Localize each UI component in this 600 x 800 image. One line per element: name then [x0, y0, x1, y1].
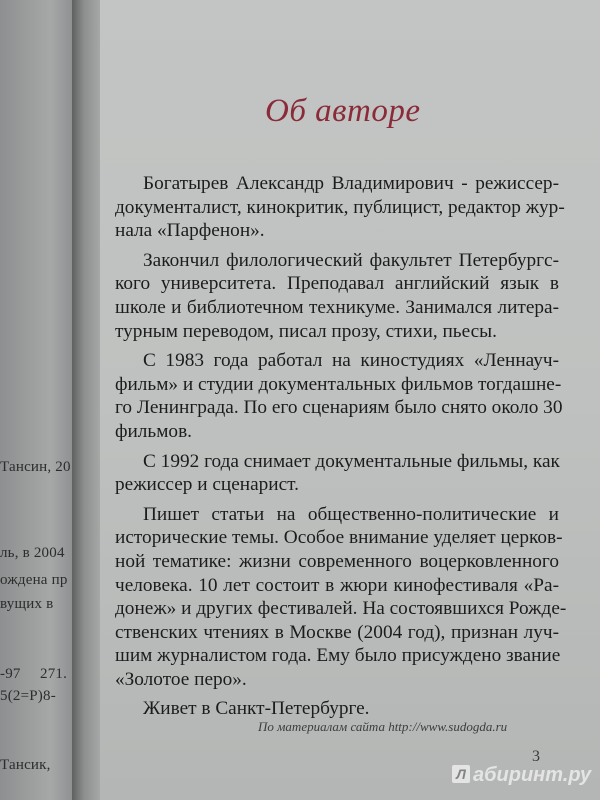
- left-page-fragment: Тансик,: [0, 757, 51, 773]
- text-line: шим журналистом года. Ему было присуждено звание: [115, 645, 561, 667]
- book-gutter: [72, 0, 102, 800]
- left-page-fragment: 271.: [40, 666, 68, 682]
- text-line: нала «Парфенон».: [115, 220, 265, 242]
- text-line: кого университета. Преподавал английский язык в: [115, 273, 559, 295]
- left-page-fragment: -97: [0, 666, 21, 682]
- left-page-fragment: Тансин, 20: [0, 459, 71, 475]
- text-line: го Ленинграда. По его сценариям было снято около 30: [115, 397, 563, 419]
- text-line: документалист, кинокритик, публицист, редактор жур-: [115, 196, 565, 218]
- text-line: турным переводом, писал прозу, стихи, пьесы.: [115, 320, 497, 342]
- text-line: Живет в Санкт-Петербурге.: [143, 698, 370, 720]
- text-line: С 1983 года работал на киностудиях «Леннауч-: [143, 350, 559, 372]
- text-line: С 1992 года снимает документальные фильмы, как: [143, 450, 560, 472]
- text-line: Богатырев Александр Владимирович - режиссер-: [143, 173, 559, 194]
- text-line: режиссер и сценарист.: [115, 474, 299, 496]
- text-line: школе и библиотечном техникуме. Занимался литера-: [115, 296, 559, 318]
- paragraph: [115, 172, 565, 243]
- left-page-fragment: 5(2=Р)8-: [0, 688, 56, 704]
- article-body: [115, 172, 567, 721]
- text-line: ственских чтениях в Москве (2004 год), признан луч-: [115, 621, 559, 643]
- paragraph: [115, 349, 563, 443]
- text-line: ной тематике: жизни современного воцерковленного: [115, 550, 559, 572]
- left-page-fragment: вущих в: [0, 596, 54, 612]
- paragraph: [115, 697, 559, 721]
- watermark: [452, 764, 591, 787]
- text-line: фильмов.: [115, 420, 192, 442]
- page-number: 3: [532, 748, 540, 765]
- text-line: Пишет статьи на общественно-политические и: [143, 503, 559, 525]
- text-line: «Золотое перо».: [115, 668, 247, 690]
- left-page: [0, 0, 72, 800]
- left-page-fragment: ождена пр: [0, 572, 68, 588]
- paragraph: [115, 249, 559, 343]
- source-note: По материалам сайта http://www.sudogda.ru: [258, 719, 508, 734]
- paragraph: [115, 450, 559, 497]
- labirint-logo-icon: Л: [452, 765, 470, 783]
- text-line: человека. 10 лет состоит в жюри кинофестиваля «Ра-: [115, 574, 559, 596]
- text-line: Закончил филологический факультет Петербургс-: [143, 249, 559, 271]
- paragraph: [115, 503, 567, 692]
- text-line: донеж» и других фестивалей. На состоявшихся Рожде-: [115, 598, 567, 620]
- left-page-fragment: ль, в 2004: [0, 545, 65, 561]
- watermark-text: абиринт.ру: [473, 764, 592, 786]
- text-line: фильм» и студии документальных фильмов тогдашне-: [115, 373, 562, 395]
- text-line: исторические темы. Особое внимание уделяет церков-: [115, 527, 563, 549]
- page-title: Об авторе: [265, 93, 421, 129]
